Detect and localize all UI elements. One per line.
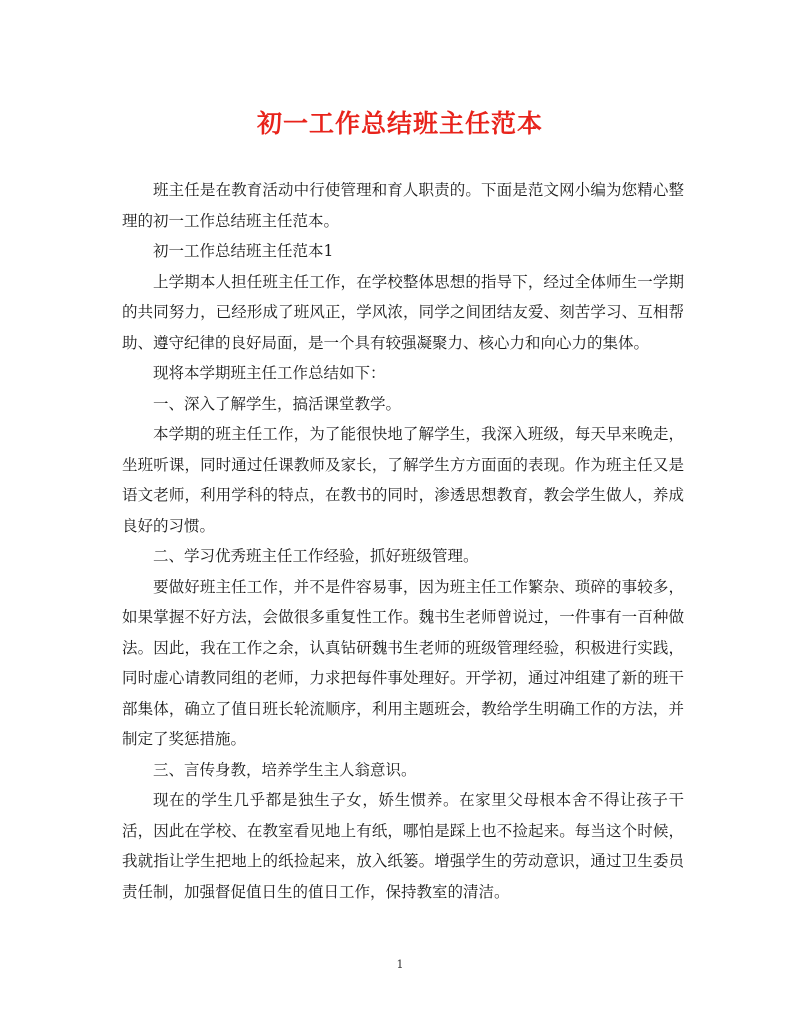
- body-paragraph: 要做好班主任工作，并不是件容易事，因为班主任工作繁杂、琐碎的事较多，如果掌握不好方法，会做很多重复性工作。魏书生老师曾说过，一件事有一百种做法。因此，我在工作之余，认真钻研魏书生老师的班级管理经验，积极进行实践，同时虚心请教同组的老师，力求把每件事处理好。开学初，通过冲组建了新的班干部集体，确立了值日班长轮流顺序，利用主题班会，教给学生明确工作的方法，并制定了奖惩措施。: [122, 577, 684, 748]
- section-heading: 三、言传身教，培养学生主人翁意识。: [153, 760, 417, 779]
- body-paragraph: 现在的学生几乎都是独生子女，娇生惯养。在家里父母根本舍不得让孩子干活，因此在学校、在教室看见地上有纸，哪怕是踩上也不捡起来。每当这个时候，我就指让学生把地上的纸捡起来，放入纸篓。增强学生的劳动意识，通过卫生委员责任制，加强督促值日生的值日工作，保持教室的清洁。: [122, 791, 684, 901]
- body-paragraph: 上学期本人担任班主任工作，在学校整体思想的指导下，经过全体师生一学期的共同努力，已经形成了班风正，学风浓，同学之间团结友爱、刻苦学习、互相帮助、遵守纪律的良好局面，是一个具有较强凝聚力、核心力和向心力的集体。: [122, 272, 684, 352]
- page-number: 1: [396, 958, 404, 971]
- section-heading-sample-1: 初一工作总结班主任范本1: [153, 242, 334, 260]
- page-title: 初一工作总结班主任范本: [256, 109, 543, 138]
- document-body: [122, 175, 684, 907]
- body-paragraph: 现将本学期班主任工作总结如下：: [153, 364, 386, 382]
- body-paragraph: 本学期的班主任工作，为了能很快地了解学生，我深入班级，每天早来晚走，坐班听课，同时通过任课教师及家长，了解学生方方面面的表现。作为班主任又是语文老师，利用学科的特点，在教书的同时，渗透思想教育，教会学生做人，养成良好的习惯。: [122, 425, 684, 535]
- intro-paragraph: 班主任是在教育活动中行使管理和育人职责的。下面是范文网小编为您精心整理的初一工作总结班主任范本。: [122, 181, 684, 230]
- section-heading: 一、深入了解学生，搞活课堂教学。: [153, 394, 402, 413]
- section-heading: 二、学习优秀班主任工作经验，抓好班级管理。: [153, 547, 479, 565]
